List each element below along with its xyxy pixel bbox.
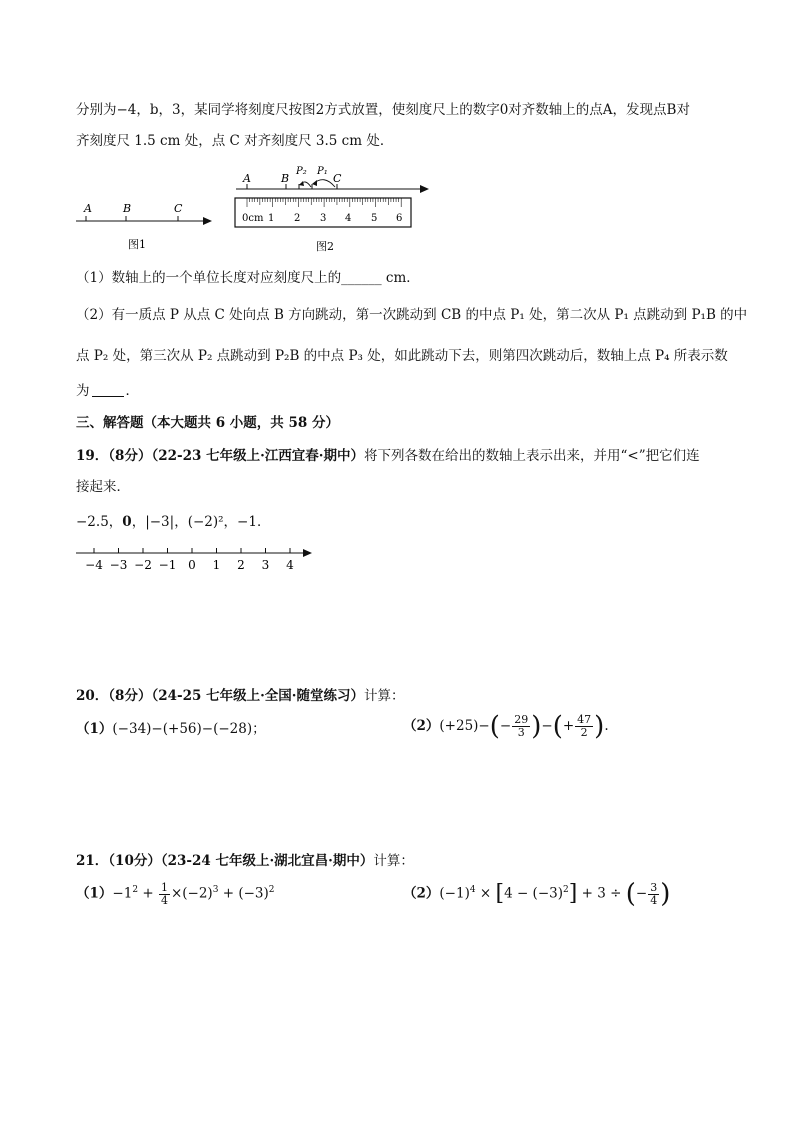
fig1-label-a: A bbox=[84, 202, 92, 215]
q18-part2-line1: （2）有一质点 P 从点 C 处向点 B 方向跳动，第一次跳动到 CB 的中点 P₁ 处，第二次从 P₁ 点跳动到 P₁B 的中 bbox=[76, 307, 748, 323]
q19-numbers: −2.5，0，|−3|，(−2)²，−1． bbox=[76, 514, 271, 530]
axis-tick-label: 2 bbox=[237, 558, 245, 572]
fig1-label-c: C bbox=[174, 202, 183, 215]
figure-1-number-line bbox=[70, 196, 220, 256]
q18-part2-line3: 为 ． bbox=[76, 383, 139, 399]
q20-header: 20．（8分）（24-25 七年级上·全国·随堂练习）计算： bbox=[76, 688, 405, 704]
q21-part1: $(1)-1^2$ + $\frac{1}{4}$ $\times(-2)^3 + (-3)^2$ bbox=[76, 880, 275, 907]
fig1-caption: 图1 bbox=[128, 238, 146, 251]
ruler-tick-0: 0cm bbox=[242, 213, 264, 224]
ruler-tick-1: 1 bbox=[268, 213, 275, 224]
ruler-tick-4: 4 bbox=[345, 213, 352, 224]
axis-tick-label: 3 bbox=[261, 558, 270, 572]
q20-part2: （2）(+25)−(− $\frac{29}{3}$ )−(+ $\frac{47}{2}$ ). bbox=[403, 711, 609, 742]
ruler-tick-2: 2 bbox=[294, 213, 301, 224]
q19-num-4: (−2)² bbox=[187, 514, 224, 530]
fig1-label-b: B bbox=[123, 202, 132, 215]
q20-frac-1: $\frac{29}{3}$ bbox=[514, 713, 529, 739]
q19-num-1: −2.5 bbox=[76, 514, 109, 530]
axis-tick-label: 4 bbox=[286, 558, 294, 572]
q19-line1: 19．（8分）（22-23 七年级上·江西宜春·期中）将下列各数在给出的数轴上表示出来，并用“<”把它们连 bbox=[76, 448, 700, 464]
ruler-tick-6: 6 bbox=[396, 213, 403, 224]
axis-tick-label: −2 bbox=[134, 558, 152, 572]
q21-frac-1: $\frac{1}{4}$ bbox=[160, 880, 168, 907]
q18-part1: （1）数轴上的一个单位长度对应刻度尺上的______ cm． bbox=[76, 270, 420, 286]
q20-part1: （1）(−34)−(+56)−(−28)； bbox=[76, 721, 266, 737]
axis-tick-label: −4 bbox=[85, 558, 103, 572]
fig2-label-p2: P₂ bbox=[296, 166, 307, 177]
q18-intro-line1: 分别为−4，b，3，某同学将刻度尺按图2方式放置，使刻度尺上的数字0对齐数轴上的点A，发现点B对 bbox=[76, 102, 690, 118]
answer-blank[interactable] bbox=[92, 382, 124, 397]
axis-tick-label: 0 bbox=[188, 558, 196, 572]
fig2-label-b: B bbox=[281, 172, 290, 185]
axis-tick-label: −1 bbox=[158, 558, 177, 572]
section-3-heading: 三、解答题（本大题共 6 小题，共 58 分） bbox=[76, 415, 339, 431]
q18-part2-line2: 点 P₂ 处，第三次从 P₂ 点跳动到 P₂B 的中点 P₃ 处，如此跳动下去，则第四次跳动后，数轴上点 P₄ 所表示数 bbox=[76, 348, 728, 364]
q18-intro-line2: 齐刻度尺 1.5 cm 处，点 C 对齐刻度尺 3.5 cm 处． bbox=[76, 133, 394, 149]
q19-num-2: 0 bbox=[122, 514, 132, 530]
q21-header: 21．（10分）（23-24 七年级上·湖北宜昌·期中）计算： bbox=[76, 853, 414, 869]
q19-num-3: |−3| bbox=[145, 514, 175, 530]
axis-tick-label: −3 bbox=[109, 558, 128, 572]
q21-part2: $(2)(-1)^4 \times [4 - (-3)^2] + 3$ ÷ (− $\frac{3}{4}$ ) bbox=[403, 879, 671, 909]
fig2-label-a: A bbox=[243, 172, 251, 185]
q21-frac-2: $\frac{3}{4}$ bbox=[650, 880, 658, 907]
figure-2-ruler bbox=[228, 160, 438, 256]
q19-number-line bbox=[70, 543, 320, 575]
q20-frac-2: $\frac{47}{2}$ bbox=[577, 713, 592, 739]
q19-num-5: −1 bbox=[237, 514, 257, 530]
fig2-caption: 图2 bbox=[316, 240, 334, 253]
axis-tick-label: 1 bbox=[212, 558, 221, 572]
fig2-label-c: C bbox=[333, 172, 342, 185]
ruler-tick-5: 5 bbox=[371, 213, 378, 224]
q19-line2: 接起来． bbox=[76, 479, 130, 495]
fig2-label-p1: P₁ bbox=[317, 166, 328, 177]
ruler-tick-3: 3 bbox=[320, 213, 327, 224]
